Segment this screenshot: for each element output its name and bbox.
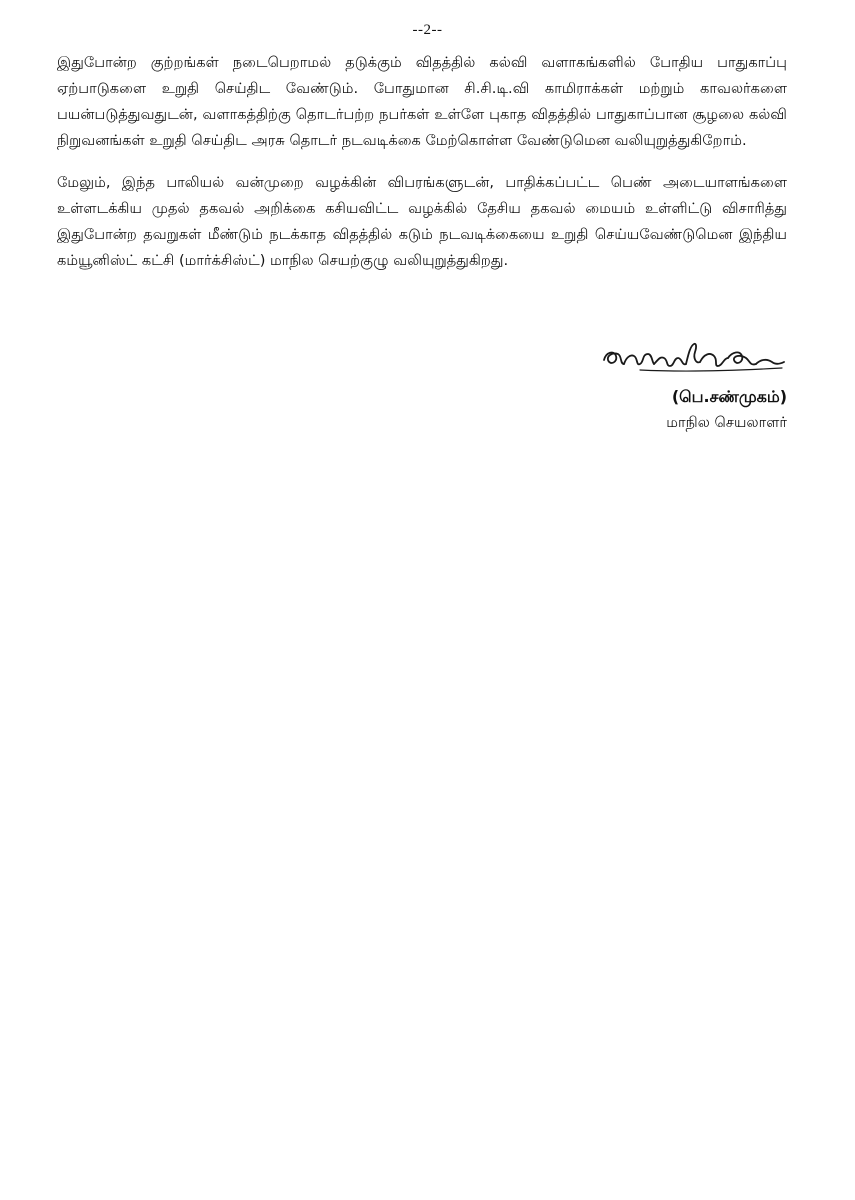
signer-block [666, 384, 787, 436]
letter-body [57, 50, 787, 274]
paragraph-1: இதுபோன்ற குற்றங்கள் நடைபெறாமல் தடுக்கும் விதத்தில் கல்வி வளாகங்களில் போதிய பாதுகாப்பு ஏற்பாடுகளை உறுதி செய்திட வேண்டும். போதுமான சி.சி.டி.வி காமிராக்கள் மற்றும் காவலர்களை பயன்படுத்துவதுடன், வளாகத்திற்கு தொடர்பற்ற நபர்கள் உள்ளே புகாத விதத்தில் பாதுகாப்பான சூழலை கல்வி நிறுவனங்கள் உறுதி செய்திட அரசு தொடர் நடவடிக்கை மேற்கொள்ள வேண்டுமென வலியுறுத்துகிறோம். [57, 54, 787, 149]
signer-name: (பெ.சண்முகம்) [671, 387, 787, 406]
page-number: --2-- [412, 22, 443, 38]
signer-title: மாநில செயலாளர் [666, 414, 787, 431]
handwritten-signature [600, 336, 790, 376]
paragraph-2: மேலும், இந்த பாலியல் வன்முறை வழக்கின் விபரங்களுடன், பாதிக்கப்பட்ட பெண் அடையாளங்களை உள்ளடக்கிய முதல் தகவல் அறிக்கை கசியவிட்ட வழக்கில் தேசிய தகவல் மையம் உள்ளிட்டு விசாரித்து இதுபோன்ற தவறுகள் மீண்டும் நடக்காத விதத்தில் கடும் நடவடிக்கையை உறுதி செய்யவேண்டுமென இந்திய கம்யூனிஸ்ட் கட்சி (மார்க்சிஸ்ட்) மாநில செயற்குழு வலியுறுத்துகிறது. [57, 174, 787, 269]
